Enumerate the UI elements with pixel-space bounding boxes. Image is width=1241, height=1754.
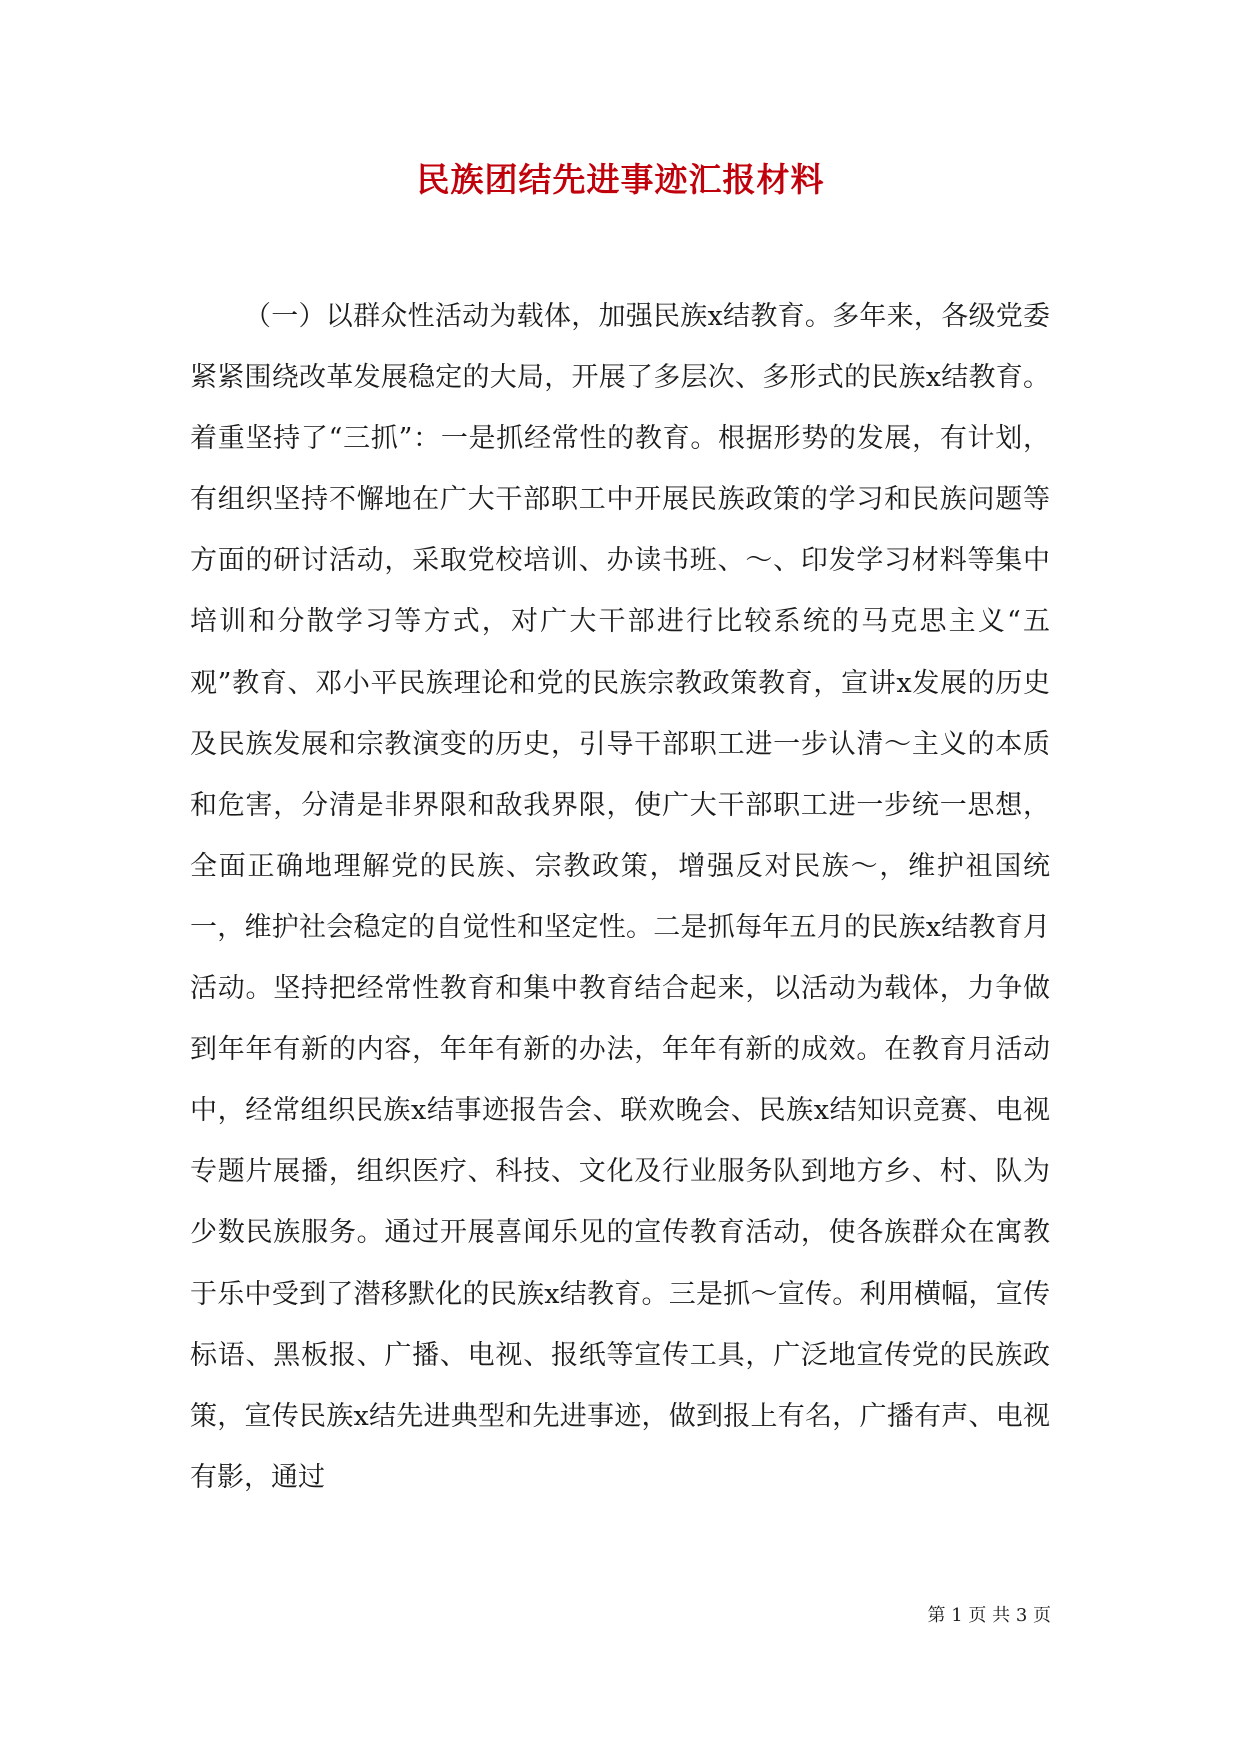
page-number: 第 1 页 共 3 页 <box>927 1605 1051 1626</box>
document-title: 民族团结先进事迹汇报材料 <box>416 160 825 199</box>
body-paragraph: （一）以群众性活动为载体，加强民族x结教育。多年来，各级党委紧紧围绕改革发展稳定的大局，开展了多层次、多形式的民族x结教育。着重坚持了“三抓”：一是抓经常性的教育。根据形势的发展，有计划，有组织坚持不懈地在广大干部职工中开展民族政策的学习和民族问题等方面的研讨活动，采取党校培训、办读书班、～、印发学习材料等集中培训和分散学习等方式，对广大干部进行比较系统的马克思主义“五观”教育、邓小平民族理论和党的民族宗教政策教育，宣讲x发展的历史及民族发展和宗教演变的历史，引导干部职工进一步认清～主义的本质和危害，分清是非界限和敌我界限，使广大干部职工进一步统一思想，全面正确地理解党的民族、宗教政策，增强反对民族～，维护祖国统一，维护社会稳定的自觉性和坚定性。二是抓每年五月的民族x结教育月活动。坚持把经常性教育和集中教育结合起来，以活动为载体，力争做到年年有新的内容，年年有新的办法，年年有新的成效。在教育月活动中，经常组织民族x结事迹报告会、联欢晚会、民族x结知识竞赛、电视专题片展播，组织医疗、科技、文化及行业服务队到地方乡、村、队为少数民族服务。通过开展喜闻乐见的宣传教育活动，使各族群众在寓教于乐中受到了潜移默化的民族x结教育。三是抓～宣传。利用横幅，宣传标语、黑板报、广播、电视、报纸等宣传工具，广泛地宣传党的民族政策，宣传民族x结先进典型和先进事迹，做到报上有名，广播有声、电视有影，通过 <box>190 301 1050 1493</box>
